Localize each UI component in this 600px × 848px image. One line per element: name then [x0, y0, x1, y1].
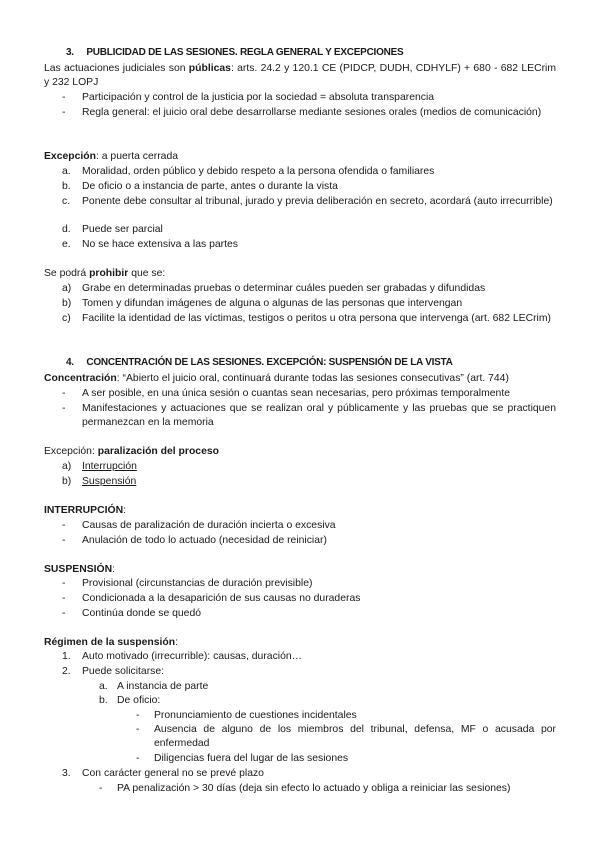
- list-item: - Ausencia de alguno de los miembros del tribunal, defensa, MF o acusada por enfermedad: [136, 724, 556, 749]
- list-item: - Condicionada a la desaparición de sus causas no duraderas: [62, 593, 361, 604]
- list-item: 1. Auto motivado (irrecurrible): causas, duración…: [62, 651, 303, 662]
- list-item: - Anulación de todo lo actuado (necesidad de reiniciar): [62, 535, 327, 546]
- list-item: b. De oficio:: [99, 695, 161, 706]
- interruption-heading: INTERRUPCIÓN:: [44, 505, 126, 516]
- list-item: - Manifestaciones y actuaciones que se realizan oral y públicamente y las pruebas que se practiquen permanezcan en la memoria: [62, 403, 556, 428]
- list-item: 3. Con carácter general no se prevé plazo: [62, 768, 264, 779]
- list-item: - A ser posible, en una única sesión o cuantas sean necesarias, pero próximas temporalmente: [62, 388, 510, 399]
- list-item: b) Tomen y difundan imágenes de alguna o algunas de las personas que intervengan: [62, 298, 463, 309]
- list-item: - Pronunciamiento de cuestiones incidentales: [136, 710, 357, 721]
- list-item: - Causas de paralización de duración incierta o excesiva: [62, 520, 336, 531]
- list-item: a. Moralidad, orden público y debido respeto a la persona ofendida o familiares: [62, 166, 435, 177]
- suspension-heading: SUSPENSIÓN:: [44, 564, 116, 575]
- list-item: d. Puede ser parcial: [62, 224, 163, 235]
- paralysis-heading: Excepción: paralización del proceso: [44, 446, 219, 457]
- section-title: PUBLICIDAD DE LAS SESIONES. REGLA GENERAL Y EXCEPCIONES: [86, 47, 404, 58]
- list-item: e. No se hace extensiva a las partes: [62, 239, 238, 250]
- list-item: 2. Puede solicitarse:: [62, 666, 165, 677]
- list-item: - Continúa donde se quedó: [62, 608, 202, 619]
- intro-paragraph: Las actuaciones judiciales son públicas: arts. 24.2 y 120.1 CE (PIDCP, DUDH, CDHYLF) + 680 - 682 LECrim y 232 LOPJ: [44, 63, 556, 88]
- list-item: a) Interrupción: [62, 461, 137, 472]
- list-item: - PA penalización > 30 días (deja sin efecto lo actuado y obliga a reiniciar las sesiones): [99, 783, 511, 794]
- list-item: a) Grabe en determinadas pruebas o determinar cuáles pueden ser grabadas y difundidas: [62, 283, 486, 294]
- exception-heading: Excepción: a puerta cerrada: [44, 151, 179, 162]
- list-item: a. A instancia de parte: [99, 681, 209, 692]
- list-item: b. De oficio o a instancia de parte, antes o durante la vista: [62, 181, 338, 192]
- prohibit-heading: Se podrá prohibir que se:: [44, 268, 166, 279]
- section-number: 3.: [66, 47, 74, 58]
- list-item: c) Facilite la identidad de las víctimas, testigos o peritos u otra persona que intervenga (art. 682 LECrim): [62, 313, 551, 324]
- concentration-paragraph: Concentración: “Abierto el juicio oral, continuará durante todas las sesiones consecutivas” (art. 744): [44, 373, 509, 384]
- list-item: - Diligencias fuera del lugar de las sesiones: [136, 753, 349, 764]
- section-3-heading: [66, 46, 403, 60]
- section-4-heading: [66, 356, 453, 370]
- list-item: - Regla general: el juicio oral debe desarrollarse mediante sesiones orales (medios de comunicación): [62, 107, 542, 118]
- list-item: c. Ponente debe consultar al tribunal, jurado y previa deliberación en secreto, acordará (auto irrecurrible): [62, 196, 553, 207]
- regime-heading: Régimen de la suspensión:: [44, 637, 178, 648]
- list-item: - Provisional (circunstancias de duración previsible): [62, 578, 313, 589]
- section-number: 4.: [66, 357, 74, 368]
- section-title: CONCENTRACIÓN DE LAS SESIONES. EXCEPCIÓN: SUSPENSIÓN DE LA VISTA: [86, 357, 453, 368]
- list-item: - Participación y control de la justicia por la sociedad = absoluta transparencia: [62, 92, 435, 103]
- list-item: b) Suspensión: [62, 476, 137, 487]
